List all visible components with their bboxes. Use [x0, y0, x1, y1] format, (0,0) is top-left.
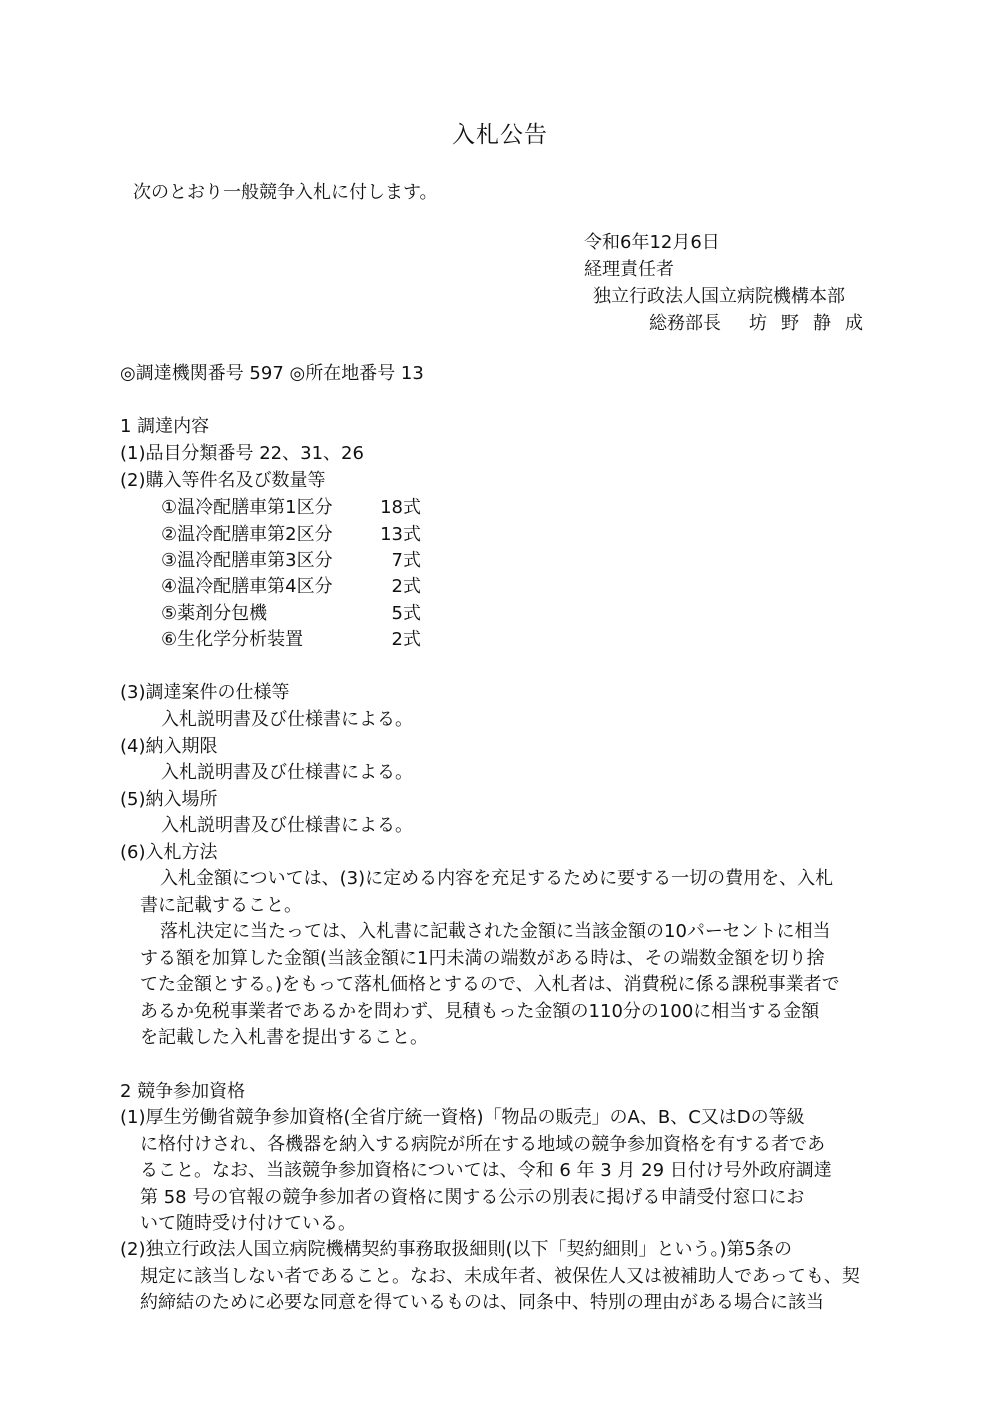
purchase-item-qty: 5式: [391, 603, 421, 624]
section1-item2: (2)購入等件名及び数量等: [120, 470, 326, 491]
agency-codes: ◎調達機関番号 597 ◎所在地番号 13: [120, 363, 424, 384]
paragraph-line: ること。なお、当該競争参加資格については、令和 6 年 3 月 29 日付け号外政府調達: [140, 1160, 832, 1181]
purchase-item-name: ③温冷配膳車第3区分: [161, 550, 333, 571]
qualification-paragraph-1: [120, 1105, 900, 1238]
paragraph-line: いて随時受け付けている。: [140, 1213, 356, 1234]
paragraph-line: 規定に該当しない者であること。なお、未成年者、被保佐人又は被補助人であっても、契: [140, 1265, 860, 1287]
paragraph-line: (1)厚生労働省競争参加資格(全省庁統一資格)「物品の販売」のA、B、C又はDの等級: [120, 1107, 805, 1128]
paragraph-line: を記載した入札書を提出すること。: [140, 1027, 428, 1048]
purchase-item-name: ④温冷配膳車第4区分: [161, 576, 333, 597]
purchase-item: [161, 600, 421, 627]
sender-role: 経理責任者: [584, 259, 674, 280]
bid-method-paragraph-2: [140, 919, 900, 1052]
bid-method-paragraph-1: [140, 866, 900, 919]
purchase-item: [161, 626, 421, 653]
paragraph-line: する額を加算した金額(当該金額に1円未満の端数がある時は、その端数金額を切り捨: [140, 947, 825, 969]
purchase-item-qty: 2式: [391, 629, 421, 650]
notice-date: 令和6年12月6日: [584, 232, 720, 253]
purchase-item: [161, 521, 421, 548]
paragraph-line: に格付けされ、各機器を納入する病院が所在する地域の競争参加資格を有する者であ: [140, 1133, 826, 1155]
sender-position: 総務部長: [649, 313, 721, 334]
purchase-item: [161, 573, 421, 600]
purchase-item: [161, 547, 421, 574]
paragraph-line: 約締結のために必要な同意を得ているものは、同条中、特別の理由がある場合に該当: [140, 1292, 824, 1313]
purchase-item-qty: 18式: [380, 497, 421, 518]
paragraph-line: 書に記載すること。: [140, 894, 302, 916]
purchase-item-name: ⑤薬剤分包機: [161, 603, 268, 624]
qualification-paragraph-2: [120, 1237, 900, 1317]
section1-heading: 1 調達内容: [120, 416, 210, 437]
purchase-item-qty: 7式: [391, 550, 421, 571]
purchase-item-name: ①温冷配膳車第1区分: [161, 497, 333, 518]
section1-item3: (3)調達案件の仕様等: [120, 682, 290, 703]
document-title: 入札公告: [452, 122, 548, 148]
sender-name-line: [584, 310, 877, 337]
sender-block: [584, 229, 877, 337]
section1-item3-body: 入札説明書及び仕様書による。: [161, 709, 413, 730]
sender-organization: 独立行政法人国立病院機構本部: [593, 286, 845, 307]
paragraph-line: (2)独立行政法人国立病院機構契約事務取扱細則(以下「契約細則」という。)第5条の: [120, 1239, 792, 1260]
purchase-item: [161, 494, 421, 521]
paragraph-line: 入札金額については、(3)に定める内容を充足するために要する一切の費用を、入札: [160, 868, 834, 889]
paragraph-line: 第 58 号の官報の競争参加者の資格に関する公示の別表に掲げる申請受付窓口にお: [140, 1186, 805, 1208]
section1-item6: (6)入札方法: [120, 842, 218, 863]
section1-item1: (1)品目分類番号 22、31、26: [120, 443, 364, 464]
section1-item5-body: 入札説明書及び仕様書による。: [161, 815, 413, 836]
section1-item4-body: 入札説明書及び仕様書による。: [161, 762, 413, 783]
section1-item5: (5)納入場所: [120, 789, 218, 810]
section1-item4: (4)納入期限: [120, 736, 218, 757]
paragraph-line: あるか免税事業者であるかを問わず、見積もった金額の110分の100に相当する金額: [140, 1000, 820, 1022]
intro-text: 次のとおり一般競争入札に付します。: [133, 182, 438, 203]
sender-person: 坊野静成: [749, 313, 877, 334]
paragraph-line: てた金額とする。)をもって落札価格とするので、入札者は、消費税に係る課税事業者で: [140, 974, 840, 995]
paragraph-line: 落札決定に当たっては、入札書に記載された金額に当該金額の10パーセントに相当: [160, 921, 831, 942]
purchase-item-qty: 13式: [380, 524, 421, 545]
purchase-item-qty: 2式: [391, 576, 421, 597]
purchase-item-name: ②温冷配膳車第2区分: [161, 524, 333, 545]
purchase-item-name: ⑥生化学分析装置: [161, 629, 304, 650]
section2-heading: 2 競争参加資格: [120, 1081, 246, 1102]
